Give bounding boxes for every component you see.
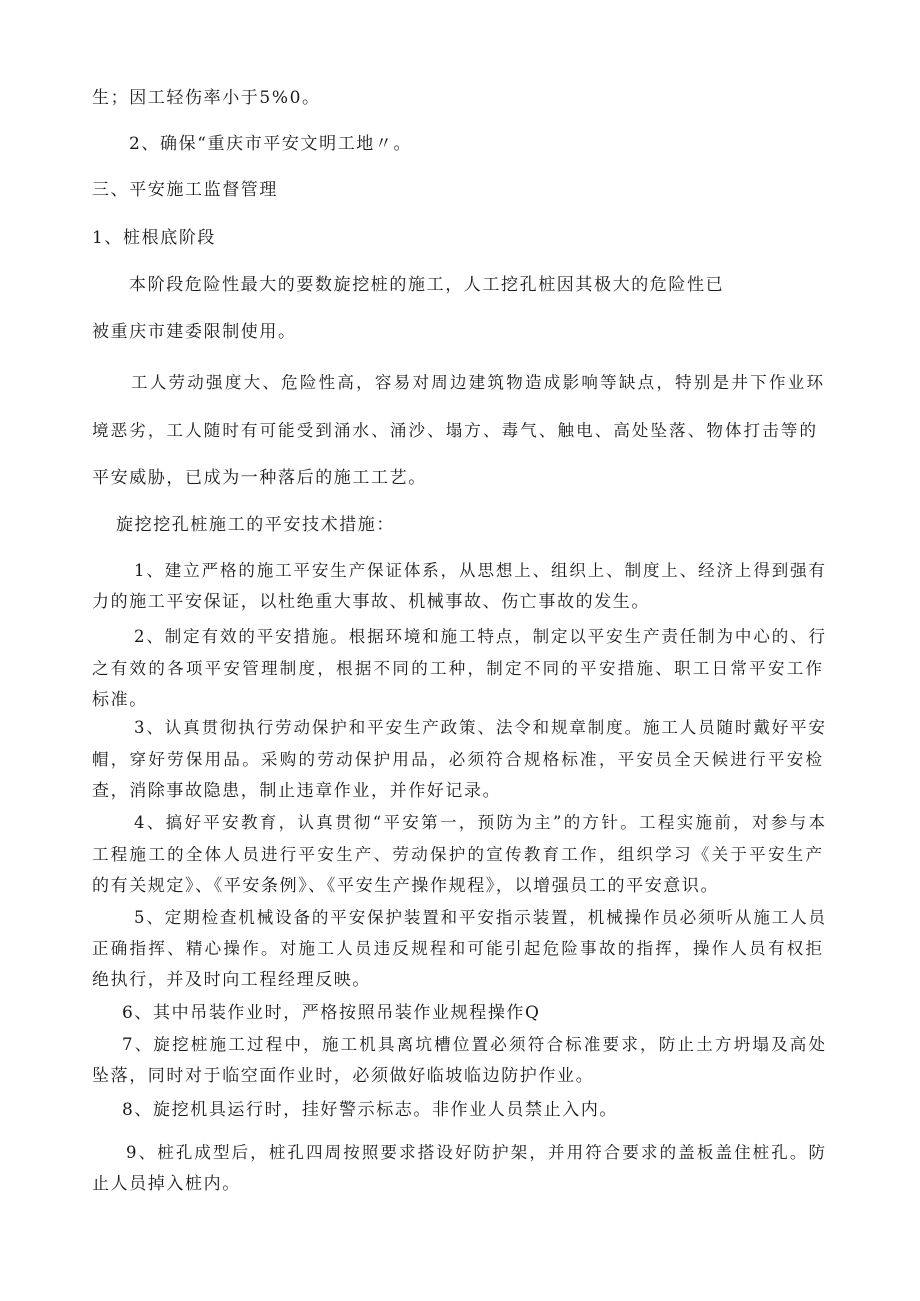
text-line: 2、制定有效的平安措施。根据环境和施工特点，制定以平安生产责任制为中心的、行 [134, 627, 825, 646]
text-line: 止人员掉入桩内。 [92, 1174, 241, 1194]
text-line: 旋挖挖孔桩施工的平安技术措施： [116, 515, 395, 535]
text-line: 标准。 [92, 690, 148, 710]
text-line: 平安威胁，已成为一种落后的施工工艺。 [92, 468, 427, 488]
text-line: 查，消除事故隐患，制止违章作业，并作好记录。 [92, 781, 502, 801]
text-line: 之有效的各项平安管理制度，根据不同的工种，制定不同的平安措施、职工日常平安工作 [92, 659, 822, 678]
text-line: 7、旋挖桩施工过程中，施工机具离坑槽位置必须符合标准要求，防止土方坍塌及高处 [122, 1035, 825, 1054]
text-line: 坠落，同时对于临空面作业时，必须做好临坡临边防护作业。 [92, 1066, 595, 1086]
text-line: 8、旋挖机具运行时，挂好警示标志。非作业人员禁止入内。 [122, 1100, 619, 1120]
text-line: 帽，穿好劳保用品。采购的劳动保护用品，必须符合规格标准，平安员全天候进行平安检 [92, 750, 822, 769]
text-line: 工人劳动强度大、危险性高，容易对周边建筑物造成影响等缺点，特别是井下作业环 [131, 373, 823, 392]
text-line: 2、确保“重庆市平安文明工地〃。 [129, 134, 413, 154]
text-line: 生；因工轻伤率小于5%0。 [92, 88, 321, 108]
text-line: 1、建立严格的施工平安生产保证体系，从思想上、组织上、制度上、经济上得到强有 [134, 561, 825, 580]
text-line: 本阶段危险性最大的要数旋挖桩的施工，人工挖孔桩因其极大的危险性已 [129, 275, 725, 295]
section-heading: 三、平安施工监督管理 [92, 180, 278, 200]
text-line: 的有关规定》、《平安条例》、《平安生产操作规程》，以增强员工的平安意识。 [92, 876, 720, 896]
text-line: 正确指挥、精心操作。对施工人员违反规程和可能引起危险事故的指挥，操作人员有权拒 [92, 939, 822, 958]
text-line: 被重庆市建委限制使用。 [92, 322, 297, 342]
subsection-heading: 1、桩根底阶段 [92, 228, 217, 248]
text-line: 力的施工平安保证，以杜绝重大事故、机械事故、伤亡事故的发生。 [92, 592, 650, 612]
text-line: 境恶劣，工人随时有可能受到涌水、涌沙、塌方、毒气、触电、高处坠落、物体打击等的 [92, 421, 816, 440]
text-line: 5、定期检查机械设备的平安保护装置和平安指示装置，机械操作员必须听从施工人员 [134, 908, 825, 927]
text-line: 工程施工的全体人员进行平安生产、劳动保护的宣传教育工作，组织学习《关于平安生产 [92, 845, 822, 864]
text-line: 9、桩孔成型后，桩孔四周按照要求搭设好防护架，并用符合要求的盖板盖住桩孔。防 [126, 1143, 825, 1162]
text-line: 6、其中吊装作业时，严格按照吊装作业规程操作Q [122, 1003, 541, 1023]
text-line: 绝执行，并及时向工程经理反映。 [92, 970, 371, 990]
text-line: 3、认真贯彻执行劳动保护和平安生产政策、法令和规章制度。施工人员随时戴好平安 [134, 718, 825, 737]
text-line: 4、搞好平安教育，认真贯彻“平安第一，预防为主”的方针。工程实施前，对参与本 [134, 813, 825, 832]
